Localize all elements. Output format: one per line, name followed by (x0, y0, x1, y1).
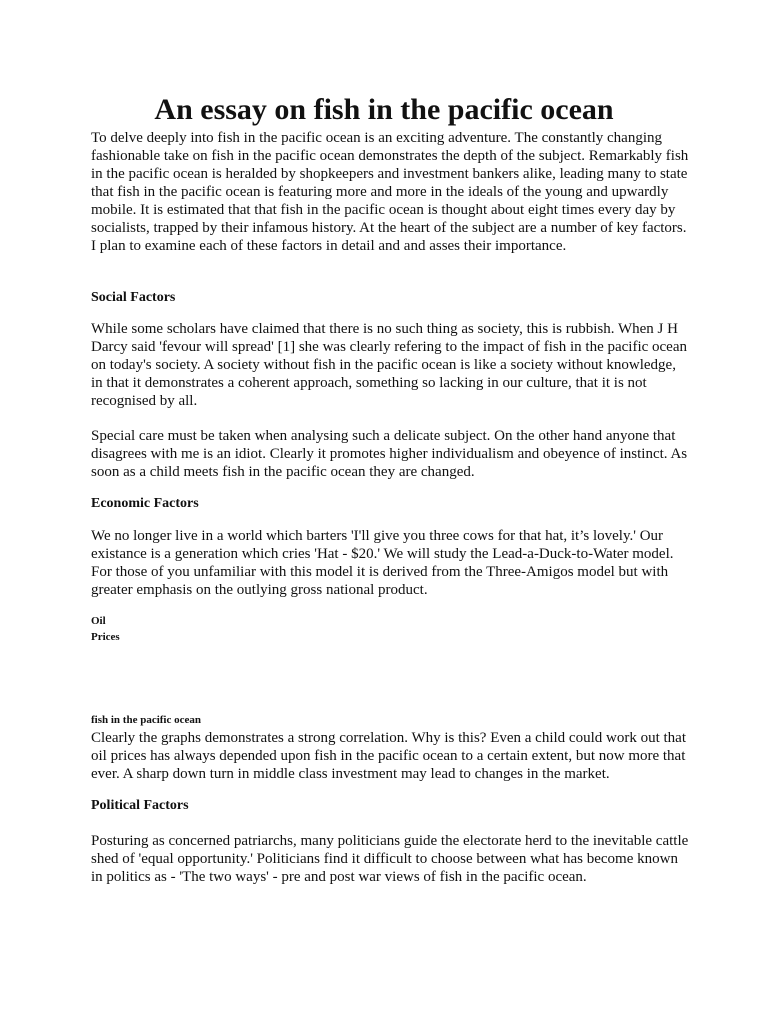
social-paragraph-2: Special care must be taken when analysing such a delicate subject. On the other hand anyone that disagrees with me is an idiot. Clearly it promotes higher individualism and obeyence of instinct. As soon as a child meets fish in the pacific ocean they are changed. (91, 428, 688, 480)
political-paragraph-1: Posturing as concerned patriarchs, many politicians guide the electorate herd to the inevitable cattle shed of 'equal opportunity.' Politicians find it difficult to choose between what has become known in politics as - 'The two ways' - pre and post war views of fish in the pacific ocean. (91, 833, 689, 885)
economic-paragraph-1: We no longer live in a world which barters 'I'll give you three cows for that hat, it’s lovely.' Our existance is a generation which cries 'Hat - $20.' We will study the Lead-a-Duck-to-Water model. For those of you unfamiliar with this model it is derived from the Three-Amigos model but with greater emphasis on the outlying gross national product. (91, 528, 674, 598)
graph-ylabel-prices: Prices (91, 631, 120, 643)
page-title: An essay on fish in the pacific ocean (154, 93, 614, 126)
economic-factors-heading: Economic Factors (91, 496, 199, 511)
intro-paragraph: To delve deeply into fish in the pacific ocean is an exciting adventure. The constantly changing fashionable take on fish in the pacific ocean demonstrates the depth of the subject. Remarkably fish in the pacific ocean is heralded by shopkeepers and investment bankers alike, leading many to state that fish in the pacific ocean is featuring more and more in the ideals of the young and upwardly mobile. It is estimated that that fish in the pacific ocean is thought about eight times every day by socialists, trapped by their infamous history. At the heart of the subject are a number of key factors. I plan to examine each of these factors in detail and and asses their importance. (91, 130, 689, 254)
graph-xlabel: fish in the pacific ocean (91, 714, 201, 726)
graph-ylabel-oil: Oil (91, 615, 106, 627)
social-factors-heading: Social Factors (91, 290, 176, 305)
political-factors-heading: Political Factors (91, 798, 189, 813)
social-paragraph-1: While some scholars have claimed that there is no such thing as society, this is rubbish. When J H Darcy said 'fevour will spread' [1] she was clearly refering to the impact of fish in the pacific ocean on today's society. A society without fish in the pacific ocean is like a society without knowledge, in that it demonstrates a coherent approach, something so lacking in our culture, that it is not recognised by all. (91, 321, 688, 409)
economic-paragraph-2: Clearly the graphs demonstrates a strong correlation. Why is this? Even a child could work out that oil prices has always depended upon fish in the pacific ocean to a certain extent, but now more that ever. A sharp down turn in middle class investment may lead to changes in the market. (91, 730, 686, 782)
